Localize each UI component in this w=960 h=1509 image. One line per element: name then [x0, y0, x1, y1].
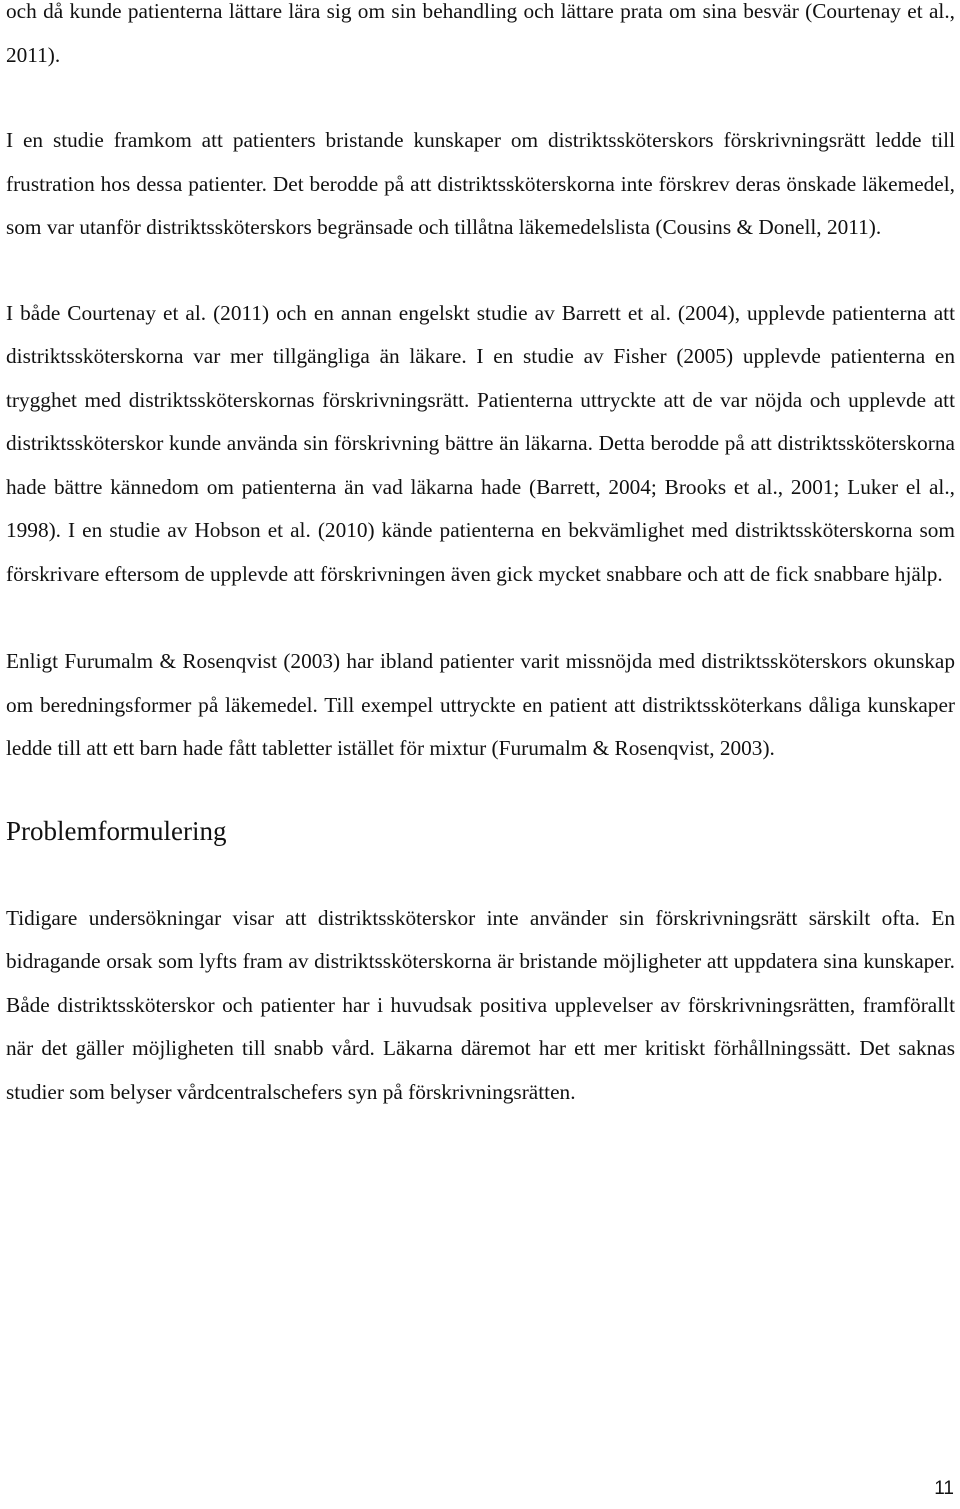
body-paragraph: Tidigare undersökningar visar att distriktssköterskor inte använder sin förskrivningsrätt särskilt ofta. En bidragande orsak som lyfts fram av distriktssköterskorna är bristande möjligheter att uppdatera sina kunskaper. Både distriktssköterskor och patienter har i huvudsak positiva upplevelser av förskrivningsrätten, framförallt när det gäller möjligheten till snabb vård. Läkarna däremot har ett mer kritiskt förhållningssätt. Det saknas studier som belyser vårdcentralschefers syn på förskrivningsrätten.	[6, 905, 955, 1104]
body-paragraph: Enligt Furumalm & Rosenqvist (2003) har ibland patienter varit missnöjda med distriktssköterskors okunskap om beredningsformer på läkemedel. Till exempel uttryckte en patient att distriktssköterkans dåliga kunskaper ledde till att ett barn hade fått tabletter istället för mixtur (Furumalm & Rosenqvist, 2003).	[6, 649, 955, 760]
body-paragraph: I en studie framkom att patienters bristande kunskaper om distriktssköterskors förskrivningsrätt ledde till frustration hos dessa patienter. Det berodde på att distriktssköterskorna inte förskrev deras önskade läkemedel, som var utanför distriktssköterskors begränsade och tillåtna läkemedelslista (Cousins & Donell, 2011).	[6, 128, 955, 239]
body-paragraph: I både Courtenay et al. (2011) och en annan engelskt studie av Barrett et al. (2004), upplevde patienterna att distriktssköterskorna var mer tillgängliga än läkare. I en studie av Fisher (2005) upplevde patienterna en trygghet med distriktssköterskornas förskrivningsrätt. Patienterna uttryckte att de var nöjda och upplevde att distriktssköterskor kunde använda sin förskrivning bättre än läkarna. Detta berodde på att distriktssköterskorna hade bättre kännedom om patienterna än vad läkarna hade (Barrett, 2004; Brooks et al., 2001; Luker el al., 1998). I en studie av Hobson et al. (2010) kände patienterna en bekvämlighet med distriktssköterskorna som förskrivare eftersom de upplevde att förskrivningen även gick mycket snabbare och att de fick snabbare hjälp.	[6, 300, 955, 586]
page-number: 11	[934, 1478, 954, 1499]
section-heading: Problemformulering	[6, 815, 227, 846]
body-paragraph: och då kunde patienterna lättare lära sig om sin behandling och lättare prata om sina besvär (Courtenay et al., 2011).	[6, 0, 955, 67]
document-page	[6, 0, 955, 1114]
